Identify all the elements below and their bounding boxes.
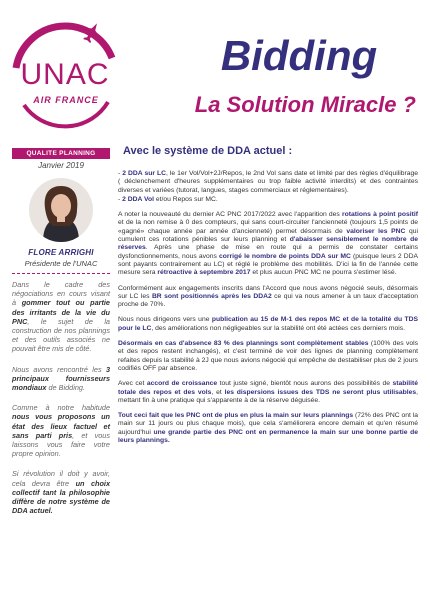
text-run: de Bidding. xyxy=(46,383,86,393)
sidebar-paragraph xyxy=(12,280,110,354)
emphasis-text: Tout ceci fait que les PNC ont de plus en plus la main sur leurs plannings xyxy=(118,412,354,420)
sidebar-text xyxy=(12,280,110,515)
text-run: (100% des vols et des repos restent inchangés), et c'est terminé de voir des lignes de planning complètement refaites depuis la stabilité à 2J que nous avions négocié qui empêche de destabiliser plus de 2 jours codifiés OFF par absence. xyxy=(118,340,418,372)
sidebar-paragraph xyxy=(12,469,110,515)
body-paragraph xyxy=(118,196,418,204)
text-run: Nous nous dirigeons vers une xyxy=(118,316,212,324)
article-paragraphs xyxy=(118,170,418,445)
emphasis-text: publication au 15 de M-1 des repos MC et de la totalité du TDS pour le LC xyxy=(118,316,419,332)
emphasis-text: valoriser les PNC xyxy=(346,227,406,235)
text-run: et plus aucun PNC MC ne pourra s'estimer lésé. xyxy=(250,269,397,277)
section-heading: Avec le système de DDA actuel : xyxy=(123,145,293,157)
text-run: , et xyxy=(211,388,225,396)
text-run: . Après une phase de mise en route qui a permis de constater certains dysfonctionnements, nous avons xyxy=(118,244,418,260)
text-run: , le 1er Vol/Vol+2J/Repos, le 2nd Vol sans date et limité par des règles d'équilibrage ( déclenchement d'heures supplémentaires ou trop faible activité interdits) et des contraintes diverses et variées (tutorat, langues, stages commerciaux et réglementaires). xyxy=(118,170,418,194)
unac-logo xyxy=(6,10,124,130)
author-name: FLORE ARRIGHI xyxy=(28,248,94,257)
emphasis-text: gommer tout ou partie des irritants de la vie du PNC xyxy=(12,298,110,326)
text-run: Comme à notre habitude xyxy=(12,403,110,413)
text-run: et de la non remise à 0 des compteurs, qui sans court-circuiter l'ancienneté (toujours 1,5 points de «gagné» chaque année par année d'ancienneté) permet désormais de xyxy=(118,219,418,235)
text-run: Dans le cadre des négociations en cours visant à xyxy=(12,280,110,308)
text-run: , et vous laissons vous faire votre propre opinion. xyxy=(12,430,110,459)
publication-date: Janvier 2019 xyxy=(38,161,84,170)
body-paragraph xyxy=(118,412,418,445)
emphasis-text: rétroactive à septembre 2017 xyxy=(157,269,251,277)
text-run: et/ou Repos sur MC. xyxy=(154,195,218,203)
text-run: tout juste signé, bientôt nous aurons des possibilités de xyxy=(217,380,393,388)
body-paragraph xyxy=(118,340,418,373)
section-badge: QUALITE PLANNING xyxy=(12,148,110,159)
emphasis-text: accord de croissance xyxy=(146,380,218,388)
text-run: qui cumulent ces rotations pénibles sur leurs planning et xyxy=(118,227,418,244)
emphasis-text: nous vous proposons un état des lieux factuel et sans parti pris xyxy=(12,412,110,440)
emphasis-text: les dispersions issues des TDS ne seront plus utilisables xyxy=(224,388,417,396)
emphasis-text: BR sont positionnés après les DDA2 xyxy=(151,292,272,300)
page-subtitle: La Solution Miracle ? xyxy=(194,92,416,117)
body-paragraph xyxy=(118,285,418,310)
text-run: Si révolution il doit y avoir, cela devra être xyxy=(12,469,110,488)
sidebar-divider xyxy=(12,273,110,274)
body-paragraph xyxy=(118,316,418,333)
page-title: Bidding xyxy=(220,32,378,79)
text-run: Conformément aux engagements inscrits dans l'Accord que nous avons négocié seuls, désormais sur LC les xyxy=(118,284,418,300)
emphasis-text: 3 principaux fournisseurs mondiaux xyxy=(12,364,110,393)
emphasis-text: un choix collectif tant la philosophie diffère de notre système de DDA actuel. xyxy=(12,478,111,516)
text-run: ce qui va nous amener à un taux d'acceptation proche de 70%. xyxy=(118,292,419,309)
emphasis-text: 2 DDA Vol xyxy=(122,195,155,203)
body-paragraph xyxy=(118,211,418,277)
text-run: , des améliorations non négligeables sur la stabilité ont été actées ces derniers mois. xyxy=(151,324,406,332)
emphasis-text: 2 DDA sur LC xyxy=(122,170,166,177)
text-run: Avec cet xyxy=(118,380,147,388)
sidebar xyxy=(12,148,110,526)
text-run: , le sujet de la construction de nos plannings et des outils associés ne pouvait être mis de côté. xyxy=(12,316,110,354)
emphasis-text: Désormais en cas d'absence 83 % des plannings sont complètement stables xyxy=(118,340,369,348)
sidebar-paragraph xyxy=(12,365,110,393)
text-run: - xyxy=(118,170,123,177)
body-paragraph xyxy=(118,380,418,405)
text-run: (puisque leurs 2 DDA sont payants contrairement au LC) et réglé le problème des mobilités. D'ici la fin de l'année cette mesure sera xyxy=(118,252,419,277)
article-body xyxy=(118,145,418,452)
emphasis-text: une grande partie des PNC ont en permanence la main sur une bonne partie de leurs plannings. xyxy=(118,428,418,445)
text-run: , mettant fin à une pratique qui s'apparente à de la réserve déguisée. xyxy=(118,388,419,404)
text-run: Nous avons rencontré les xyxy=(12,364,106,374)
emphasis-text: corrigé le nombre de points DDA sur MC xyxy=(219,252,351,260)
text-run: (72% des PNC ont la main sur 11 jours ou plus chaque mois), que cela s'améliorera encore demain et qu'en résumé aujourd'hui xyxy=(118,412,418,436)
emphasis-text: d'abaisser sensiblement le nombre de réserves xyxy=(118,236,419,252)
emphasis-text: rotations à point positif xyxy=(342,211,418,219)
author-photo xyxy=(29,178,93,242)
emphasis-text: stabilité totale des repos et des vols xyxy=(118,380,419,396)
body-paragraph xyxy=(118,170,418,195)
logo-brand: UNAC xyxy=(20,58,110,91)
author-role: Présidente de l'UNAC xyxy=(24,259,98,268)
text-run: A noter la nouveauté du dernier AC PNC 2017/2022 avec l'apparition des xyxy=(118,211,343,219)
logo-subline: AIR FRANCE xyxy=(33,95,99,105)
text-run: - xyxy=(118,195,123,203)
author-portrait xyxy=(29,178,93,242)
sidebar-paragraph xyxy=(12,403,110,458)
